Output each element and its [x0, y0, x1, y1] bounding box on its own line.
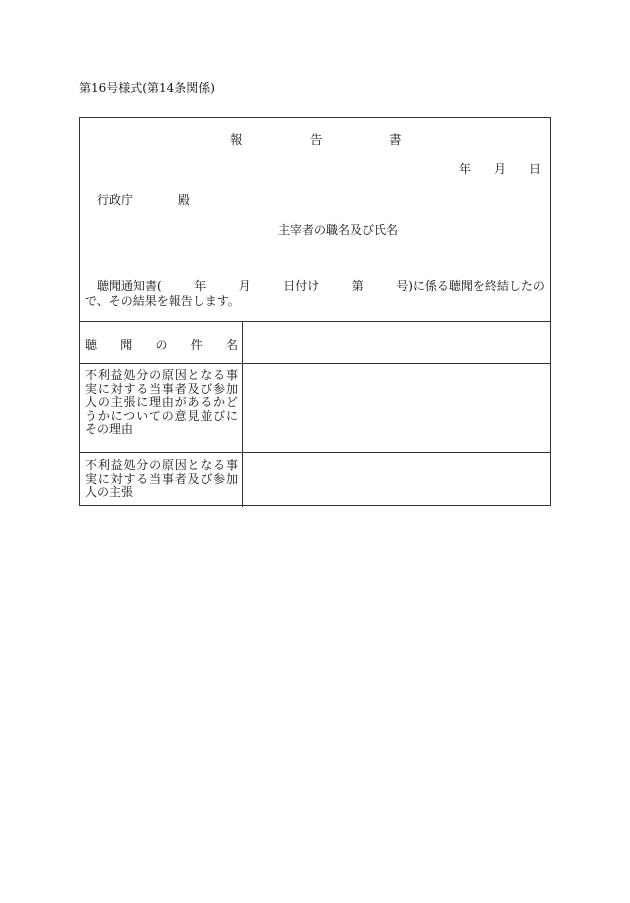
party-claims-value[interactable] — [243, 453, 550, 506]
body-number-prefix: 第 — [351, 279, 364, 293]
body-notice-open: 聴聞通知書( — [97, 279, 162, 293]
body-line-1 — [85, 279, 545, 294]
case-name-label — [85, 336, 238, 353]
party-claims-label: 不利益処分の原因となる事実に対する当事者及び参加人の主張 — [85, 458, 238, 499]
title-char-1: 報 — [230, 132, 243, 147]
title-char-2: 告 — [310, 132, 323, 147]
addressee-agency: 行政庁 — [97, 193, 134, 207]
case-name-value[interactable] — [243, 322, 550, 363]
title-char-3: 書 — [389, 132, 402, 147]
report-form — [79, 117, 551, 506]
body-month: 月 — [238, 279, 251, 293]
report-body — [85, 279, 545, 309]
date-month-label: 月 — [494, 162, 507, 176]
opinion-reasons-label: 不利益処分の原因となる事実に対する当事者及び参加人の主張に理由があるかどうかについての意見並びにその理由 — [85, 368, 238, 436]
body-year: 年 — [194, 279, 207, 293]
body-day-dated: 日付け — [283, 279, 320, 293]
case-name-char: 聞 — [120, 338, 133, 352]
case-name-char: 名 — [225, 338, 238, 352]
case-name-char: の — [155, 338, 168, 352]
case-name-char: 聴 — [85, 338, 98, 352]
body-line-2: で、その結果を報告します。 — [85, 294, 240, 308]
addressee-honorific: 殿 — [178, 193, 191, 207]
presider-label: 主宰者の職名及び氏名 — [278, 223, 399, 237]
date-year-label: 年 — [459, 162, 472, 176]
date-day-label: 日 — [529, 162, 542, 176]
case-name-char: 件 — [190, 338, 203, 352]
opinion-reasons-value[interactable] — [243, 364, 550, 452]
body-number-close: 号)に係る聴聞を終結したの — [396, 279, 545, 293]
form-number-label: 第16号様式(第14条関係) — [79, 81, 215, 95]
